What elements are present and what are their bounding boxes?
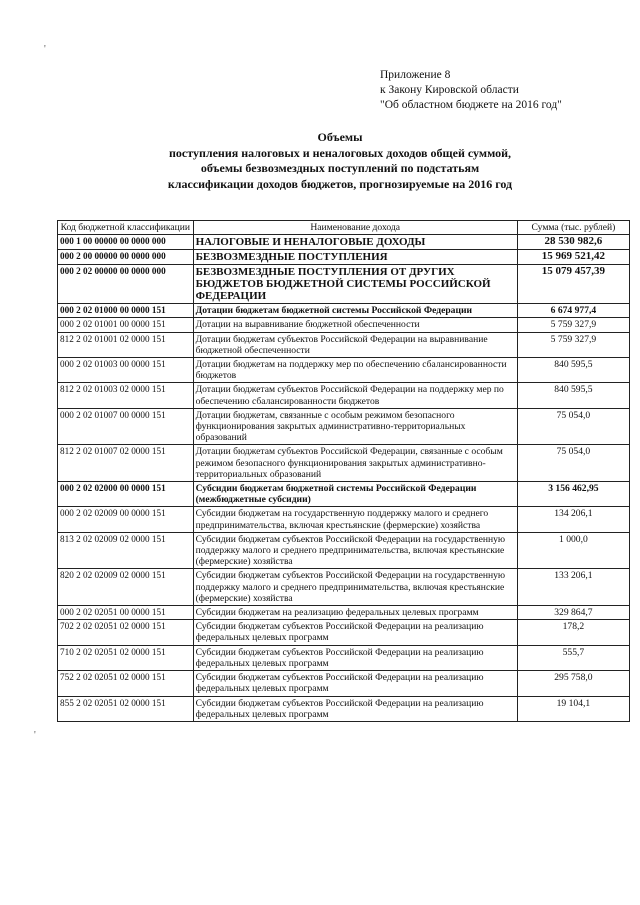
row-name: БЕЗВОЗМЕЗДНЫЕ ПОСТУПЛЕНИЯ xyxy=(193,250,517,265)
table-row xyxy=(58,383,630,408)
table-row xyxy=(58,445,630,482)
table-header-row xyxy=(58,221,630,235)
row-sum: 19 104,1 xyxy=(517,696,629,721)
row-name: Дотации бюджетам на поддержку мер по обеспечению сбалансированности бюджетов xyxy=(193,358,517,383)
table-row xyxy=(58,569,630,606)
table-row xyxy=(58,696,630,721)
table-row xyxy=(58,482,630,507)
row-code: 710 2 02 02051 02 0000 151 xyxy=(58,645,194,670)
scan-speck: ' xyxy=(34,730,36,741)
row-name: Дотации бюджетам субъектов Российской Федерации, связанные с особым режимом безопасного функционирования закрытых административно-территориальных образований xyxy=(193,445,517,482)
row-code: 000 2 02 02009 00 0000 151 xyxy=(58,507,194,532)
table-row xyxy=(58,507,630,532)
row-name: Дотации бюджетам субъектов Российской Федерации на выравнивание бюджетной обеспеченности xyxy=(193,332,517,357)
row-code: 820 2 02 02009 02 0000 151 xyxy=(58,569,194,606)
title-line-1: Объемы xyxy=(317,130,363,144)
table-row xyxy=(58,532,630,569)
row-code: 000 2 00 00000 00 0000 000 xyxy=(58,250,194,265)
row-name: Субсидии бюджетам субъектов Российской Федерации на реализацию федеральных целевых программ xyxy=(193,645,517,670)
appendix-line-3: "Об областном бюджете на 2016 год" xyxy=(380,99,562,111)
row-name: Дотации бюджетам, связанные с особым режимом безопасного функционирования закрытых административно-территориальных образований xyxy=(193,408,517,445)
table-row xyxy=(58,304,630,318)
row-code: 812 2 02 01001 02 0000 151 xyxy=(58,332,194,357)
document-title xyxy=(60,130,620,192)
row-code: 000 2 02 02051 00 0000 151 xyxy=(58,606,194,620)
row-name: Субсидии бюджетам на государственную поддержку малого и среднего предпринимательства, включая крестьянские (фермерские) хозяйства xyxy=(193,507,517,532)
title-line-2: поступления налоговых и неналоговых доходов общей суммой, xyxy=(168,145,512,160)
row-name: Субсидии бюджетам субъектов Российской Федерации на реализацию федеральных целевых программ xyxy=(193,620,517,645)
row-name: Субсидии бюджетам субъектов Российской Федерации на реализацию федеральных целевых программ xyxy=(193,671,517,696)
table-row xyxy=(58,671,630,696)
row-name: Дотации на выравнивание бюджетной обеспеченности xyxy=(193,318,517,332)
row-sum: 840 595,5 xyxy=(517,383,629,408)
row-sum: 5 759 327,9 xyxy=(517,318,629,332)
row-name: Субсидии бюджетам бюджетной системы Российской Федерации (межбюджетные субсидии) xyxy=(193,482,517,507)
row-name: Субсидии бюджетам субъектов Российской Федерации на реализацию федеральных целевых программ xyxy=(193,696,517,721)
header-code: Код бюджетной классификации xyxy=(58,221,194,235)
row-sum: 178,2 xyxy=(517,620,629,645)
row-sum: 329 864,7 xyxy=(517,606,629,620)
row-sum: 15 079 457,39 xyxy=(517,265,629,304)
row-sum: 75 054,0 xyxy=(517,445,629,482)
row-name: Субсидии бюджетам на реализацию федеральных целевых программ xyxy=(193,606,517,620)
row-sum: 555,7 xyxy=(517,645,629,670)
header-name: Наименование дохода xyxy=(193,221,517,235)
row-sum: 28 530 982,6 xyxy=(517,235,629,250)
row-code: 000 2 02 01000 00 0000 151 xyxy=(58,304,194,318)
row-name: Субсидии бюджетам субъектов Российской Федерации на государственную поддержку малого и среднего предпринимательства, включая крестьянские (фермерские) хозяйства xyxy=(193,532,517,569)
table-row xyxy=(58,358,630,383)
table-row xyxy=(58,250,630,265)
row-sum: 134 206,1 xyxy=(517,507,629,532)
row-sum: 75 054,0 xyxy=(517,408,629,445)
title-line-3: объемы безвозмездных поступлений по подстатьям xyxy=(200,161,480,175)
title-line-4: классификации доходов бюджетов, прогнозируемые на 2016 год xyxy=(167,176,513,191)
revenue-table xyxy=(57,220,630,722)
row-code: 812 2 02 01003 02 0000 151 xyxy=(58,383,194,408)
row-sum: 133 206,1 xyxy=(517,569,629,606)
table-row xyxy=(58,318,630,332)
appendix-header xyxy=(380,68,562,113)
row-code: 000 2 02 01007 00 0000 151 xyxy=(58,408,194,445)
appendix-line-1: Приложение 8 xyxy=(380,69,451,81)
row-sum: 5 759 327,9 xyxy=(517,332,629,357)
row-code: 855 2 02 02051 02 0000 151 xyxy=(58,696,194,721)
table-row xyxy=(58,235,630,250)
row-sum: 15 969 521,42 xyxy=(517,250,629,265)
row-name: БЕЗВОЗМЕЗДНЫЕ ПОСТУПЛЕНИЯ ОТ ДРУГИХ БЮДЖЕТОВ БЮДЖЕТНОЙ СИСТЕМЫ РОССИЙСКОЙ ФЕДЕРАЦИИ xyxy=(193,265,517,304)
table-row xyxy=(58,606,630,620)
row-code: 000 2 02 01003 00 0000 151 xyxy=(58,358,194,383)
row-name: НАЛОГОВЫЕ И НЕНАЛОГОВЫЕ ДОХОДЫ xyxy=(193,235,517,250)
row-code: 000 2 02 00000 00 0000 000 xyxy=(58,265,194,304)
table-row xyxy=(58,265,630,304)
row-code: 000 1 00 00000 00 0000 000 xyxy=(58,235,194,250)
row-sum: 295 758,0 xyxy=(517,671,629,696)
row-name: Субсидии бюджетам субъектов Российской Федерации на государственную поддержку малого и среднего предпринимательства, включая крестьянские (фермерские) хозяйства xyxy=(193,569,517,606)
row-code: 000 2 02 01001 00 0000 151 xyxy=(58,318,194,332)
row-sum: 6 674 977,4 xyxy=(517,304,629,318)
row-code: 812 2 02 01007 02 0000 151 xyxy=(58,445,194,482)
row-sum: 1 000,0 xyxy=(517,532,629,569)
table-row xyxy=(58,332,630,357)
row-sum: 840 595,5 xyxy=(517,358,629,383)
table-row xyxy=(58,645,630,670)
row-code: 752 2 02 02051 02 0000 151 xyxy=(58,671,194,696)
appendix-line-2: к Закону Кировской области xyxy=(380,84,519,96)
row-code: 000 2 02 02000 00 0000 151 xyxy=(58,482,194,507)
scan-speck: ' xyxy=(44,44,46,55)
header-sum: Сумма (тыс. рублей) xyxy=(517,221,629,235)
row-name: Дотации бюджетам бюджетной системы Российской Федерации xyxy=(193,304,517,318)
row-sum: 3 156 462,95 xyxy=(517,482,629,507)
table-row xyxy=(58,620,630,645)
table-row xyxy=(58,408,630,445)
row-name: Дотации бюджетам субъектов Российской Федерации на поддержку мер по обеспечению сбалансированности бюджетов xyxy=(193,383,517,408)
row-code: 702 2 02 02051 02 0000 151 xyxy=(58,620,194,645)
row-code: 813 2 02 02009 02 0000 151 xyxy=(58,532,194,569)
